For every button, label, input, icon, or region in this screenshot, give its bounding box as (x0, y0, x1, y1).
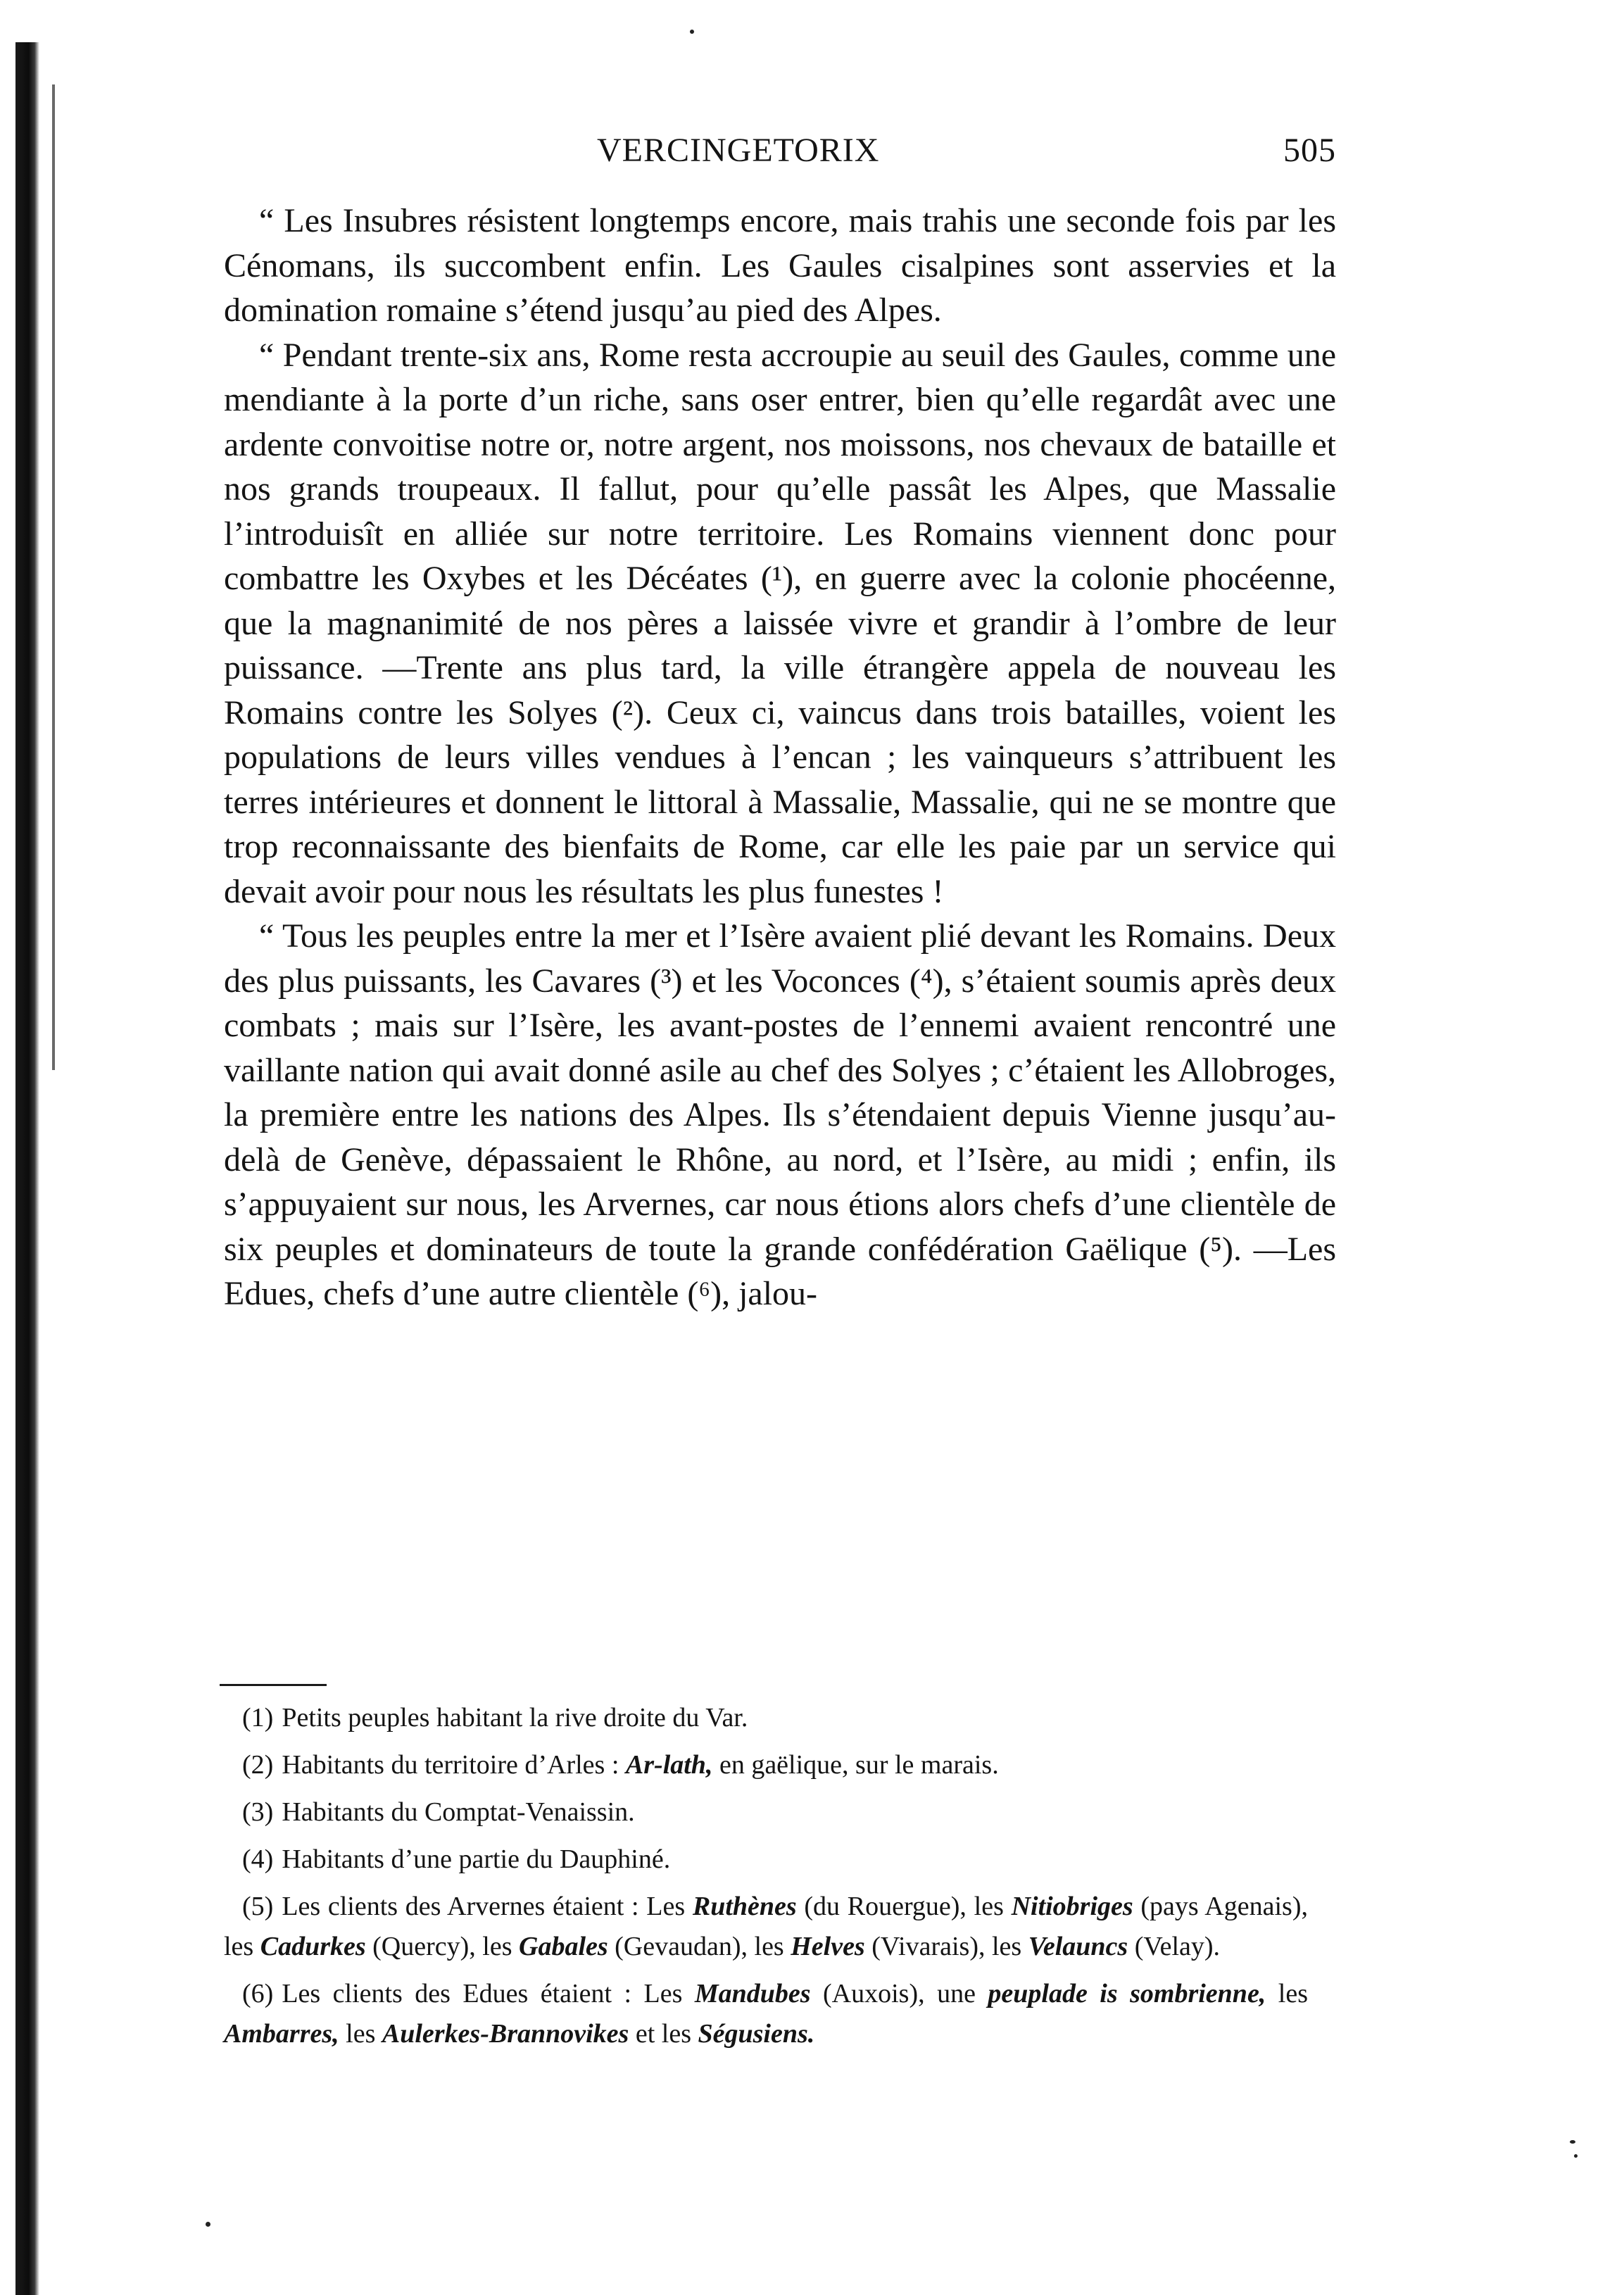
footnote-text: Les clients des Arvernes étaient : Les (282, 1892, 693, 1921)
footnote-text: (du Rouergue), les (796, 1892, 1012, 1921)
footnote-italic: Velauncs (1028, 1932, 1128, 1961)
footnote-italic: Gabales (519, 1932, 608, 1961)
running-header (224, 131, 1336, 173)
scan-binding-edge (15, 42, 39, 2295)
footnote-text: en gaëlique, sur le marais. (712, 1750, 999, 1780)
footnote-text: et les (629, 2019, 698, 2049)
scan-speck (690, 30, 694, 34)
footnote (224, 1887, 1308, 1967)
footnote-italic: Cadurkes (260, 1932, 366, 1961)
paragraph: “ Tous les peuples entre la mer et l’Isère avaient plié devant les Romains. Deux des plus puissants, les Cavares (³) et les Voconces (⁴), s’étaient soumis après deux combats ; mais sur l’Isère, les avant-postes de l’ennemi avaient rencontré une vaillante nation qui avait donné asile au chef des Solyes ; c’étaient les Allobroges, la première entre les nations des Alpes. Ils s’étendaient depuis Vienne jusqu’au-delà de Genève, dépassaient le Rhône, au nord, et l’Isère, au midi ; enfin, ils s’appuyaient sur nous, les Arvernes, car nous étions alors chefs d’une clientèle de six peuples et dominateurs de toute la grande confédération Gaëlique (⁵). —Les Edues, chefs d’une autre clientèle (⁶), jalou- (224, 917, 1336, 1312)
footnote (224, 1840, 1308, 1880)
footnote-number: (5) (242, 1892, 274, 1921)
scan-speck (206, 2222, 210, 2227)
scan-speck (1574, 2154, 1578, 2158)
footnote-number: (6) (242, 1979, 274, 2008)
footnote-italic: Ar-lath, (625, 1750, 713, 1780)
footnote-number: (1) (242, 1703, 274, 1733)
footnote-number: (2) (242, 1750, 274, 1780)
footnote-text: (Velay). (1128, 1932, 1221, 1961)
footnote-text: (pays Agenais), les (224, 1892, 1308, 1961)
page-number: 505 (1283, 132, 1336, 169)
footnote-italic: peuplade is sombrienne, (988, 1979, 1266, 2008)
footnote-italic: Nitiobriges (1011, 1892, 1133, 1921)
footnote-number: (3) (242, 1797, 274, 1827)
footnote-text: (Gevaudan), les (608, 1932, 791, 1961)
footnote-text: les (1266, 1979, 1308, 2008)
footnote-text: Petits peuples habitant la rive droite du Var. (282, 1703, 748, 1733)
footnote-italic: Ruthènes (692, 1892, 797, 1921)
footnote-text: (Quercy), les (365, 1932, 519, 1961)
footnote-italic: Ségusiens. (698, 2019, 815, 2049)
footnote-text: Habitants du territoire d’Arles : (282, 1750, 626, 1780)
footnote-italic: Mandubes (694, 1979, 811, 2008)
paragraph: “ Les Insubres résistent longtemps encore, mais trahis une seconde fois par les Cénomans, ils succombent enfin. Les Gaules cisalpines sont asservies et la domination romaine s’étend jusqu’au pied des Alpes. (224, 202, 1336, 329)
footnote-text: les (339, 2019, 382, 2049)
footnote-text: Habitants d’une partie du Dauphiné. (282, 1844, 671, 1874)
footnote-text: Les clients des Edues étaient : Les (282, 1979, 695, 2008)
footnotes (224, 1698, 1308, 2061)
footnote-rule (220, 1684, 327, 1686)
footnote (224, 1745, 1308, 1785)
footnote-italic: Ambarres, (224, 2019, 339, 2049)
footnote-text: Habitants du Comptat-Venaissin. (282, 1797, 635, 1827)
body-text (224, 199, 1336, 1316)
footnote-text: (Auxois), une (810, 1979, 988, 2008)
footnote-italic: Aulerkes-Brannovikes (382, 2019, 629, 2049)
scan-binding-line (52, 84, 55, 1070)
footnote-italic: Helves (791, 1932, 865, 1961)
footnote-number: (4) (242, 1844, 274, 1874)
footnote (224, 1792, 1308, 1832)
footnote (224, 1974, 1308, 2054)
footnote (224, 1698, 1308, 1738)
scan-speck (1570, 2140, 1575, 2144)
running-title: VERCINGETORIX (597, 132, 880, 169)
paragraph: “ Pendant trente-six ans, Rome resta accroupie au seuil des Gaules, comme une mendiante à la porte d’un riche, sans oser entrer, bien qu’elle regardât avec une ardente convoitise notre or, notre argent, nos moissons, nos chevaux de bataille et nos grands troupeaux. Il fallut, pour qu’elle passât les Alpes, que Massalie l’introduisît en alliée sur notre territoire. Les Romains viennent donc pour combattre les Oxybes et les Décéates (¹), en guerre avec la colonie phocéenne, que la magnanimité de nos pères a laissée vivre et grandir à l’ombre de leur puissance. —Trente ans plus tard, la ville étrangère appela de nouveau les Romains contre les Solyes (²). Ceux ci, vaincus dans trois batailles, voient les populations de leurs villes vendues à l’encan ; les vainqueurs s’attribuent les terres intérieures et donnent le littoral à Massalie, Massalie, qui ne se montre que trop reconnaissante des bienfaits de Rome, car elle les paie par un service qui devait avoir pour nous les résultats les plus funestes ! (224, 336, 1336, 910)
footnote-text: (Vivarais), les (864, 1932, 1028, 1961)
